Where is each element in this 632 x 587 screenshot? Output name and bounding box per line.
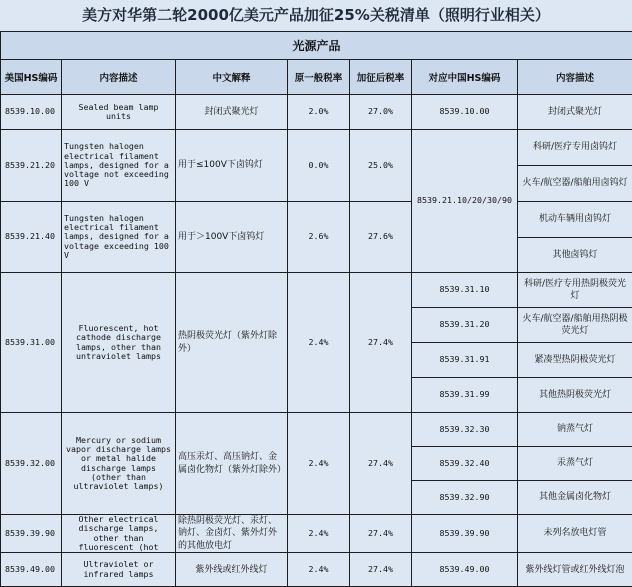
desc-zh-cell: 除热阴极荧光灯、汞灯、钠灯、金卤灯、紫外灯外的其他放电灯 (176, 515, 288, 553)
desc-en-cell: Sealed beam lamp units (62, 95, 176, 130)
orig-rate-cell: 2.4% (288, 553, 350, 587)
us-hs-cell: 8539.32.00 (1, 413, 62, 515)
us-hs-cell: 8539.21.20 (1, 130, 62, 202)
us-hs-cell: 8539.49.00 (1, 553, 62, 587)
cn-desc-cell: 火车/航空器/船舶用热阴极荧光灯 (518, 308, 632, 343)
desc-zh-cell: 用于≤100V下卤钨灯 (176, 130, 288, 202)
table-row (1, 130, 632, 166)
cn-hs-cell: 8539.32.30 (412, 413, 518, 447)
cn-desc-cell: 科研/医疗专用卤钨灯 (518, 130, 632, 166)
cn-desc-cell: 科研/医疗专用热阴极荧光灯 (518, 273, 632, 308)
cn-desc-cell: 汞蒸气灯 (518, 447, 632, 481)
cn-hs-cell: 8539.31.10 (412, 273, 518, 308)
cn-desc-cell: 机动车辆用卤钨灯 (518, 202, 632, 238)
orig-rate-cell: 2.4% (288, 413, 350, 515)
new-rate-cell: 27.4% (350, 553, 412, 587)
us-hs-cell: 8539.39.90 (1, 515, 62, 553)
cn-hs-cell: 8539.10.00 (412, 95, 518, 130)
sheet-title: 美方对华第二轮2000亿美元产品加征25%关税清单（照明行业相关） (0, 0, 632, 31)
orig-rate-cell: 2.4% (288, 273, 350, 413)
new-rate-cell: 27.4% (350, 273, 412, 413)
table-row (1, 95, 632, 130)
section-title: 光源产品 (1, 32, 632, 60)
cn-hs-cell: 8539.31.99 (412, 378, 518, 413)
table-row (1, 413, 632, 447)
cn-hs-cell: 8539.32.90 (412, 481, 518, 515)
section-row (1, 32, 632, 60)
desc-en-cell: Other electrical discharge lamps, other than fluorescent (hot (62, 515, 176, 553)
table-row (1, 553, 632, 587)
desc-en-cell: Mercury or sodium vapor discharge lamps or metal halide discharge lamps (other than ultraviolet lamps) (62, 413, 176, 515)
orig-rate-cell: 2.6% (288, 202, 350, 273)
cn-desc-cell: 紧凑型热阴极荧光灯 (518, 343, 632, 378)
table-row (1, 202, 632, 238)
new-rate-cell: 27.4% (350, 515, 412, 553)
orig-rate-cell: 0.0% (288, 130, 350, 202)
table-row (1, 515, 632, 553)
header-us-hs: 美国HS编码 (1, 60, 62, 95)
desc-zh-cell: 高压汞灯、高压钠灯、金属卤化物灯（紫外灯除外） (176, 413, 288, 515)
cn-desc-cell: 其他热阴极荧光灯 (518, 378, 632, 413)
tariff-table (0, 31, 632, 587)
desc-en-cell: Fluorescent, hot cathode discharge lamps, other than untraviolet lamps (62, 273, 176, 413)
header-cn-desc: 内容描述 (518, 60, 632, 95)
us-hs-cell: 8539.10.00 (1, 95, 62, 130)
cn-desc-cell: 其他卤钨灯 (518, 238, 632, 273)
cn-hs-cell: 8539.31.20 (412, 308, 518, 343)
orig-rate-cell: 2.4% (288, 515, 350, 553)
cn-hs-cell: 8539.31.91 (412, 343, 518, 378)
cn-desc-cell: 其他金属卤化物灯 (518, 481, 632, 515)
header-row (1, 60, 632, 95)
cn-desc-cell: 火车/航空器/船舶用卤钨灯 (518, 166, 632, 202)
us-hs-cell: 8539.31.00 (1, 273, 62, 413)
cn-desc-cell: 钠蒸气灯 (518, 413, 632, 447)
cn-hs-cell: 8539.32.40 (412, 447, 518, 481)
cn-desc-cell: 未列名放电灯管 (518, 515, 632, 553)
cn-hs-cell: 8539.49.00 (412, 553, 518, 587)
header-desc-en: 内容描述 (62, 60, 176, 95)
cn-hs-group-cell: 8539.21.10/20/30/90 (412, 130, 518, 273)
cn-desc-cell: 封闭式聚光灯 (518, 95, 632, 130)
desc-zh-cell: 紫外线或红外线灯 (176, 553, 288, 587)
desc-zh-cell: 封闭式聚光灯 (176, 95, 288, 130)
header-orig-rate: 原一般税率 (288, 60, 350, 95)
desc-en-cell: Tungsten halogen electrical filament lamps, designed for a voltage not exceeding 100 V (62, 130, 176, 202)
us-hs-cell: 8539.21.40 (1, 202, 62, 273)
orig-rate-cell: 2.0% (288, 95, 350, 130)
cn-hs-cell: 8539.39.90 (412, 515, 518, 553)
desc-zh-cell: 用于＞100V下卤钨灯 (176, 202, 288, 273)
desc-zh-cell: 热阴极荧光灯（紫外灯除外） (176, 273, 288, 413)
new-rate-cell: 27.0% (350, 95, 412, 130)
cn-desc-cell: 紫外线灯管或红外线灯泡 (518, 553, 632, 587)
table-row (1, 273, 632, 308)
new-rate-cell: 27.6% (350, 202, 412, 273)
new-rate-cell: 27.4% (350, 413, 412, 515)
header-desc-zh: 中文解释 (176, 60, 288, 95)
desc-en-cell: Ultraviolet or infrared lamps (62, 553, 176, 587)
new-rate-cell: 25.0% (350, 130, 412, 202)
header-cn-hs: 对应中国HS编码 (412, 60, 518, 95)
desc-en-cell: Tungsten halogen electrical filament lamps, designed for a voltage exceeding 100 V (62, 202, 176, 273)
header-new-rate: 加征后税率 (350, 60, 412, 95)
